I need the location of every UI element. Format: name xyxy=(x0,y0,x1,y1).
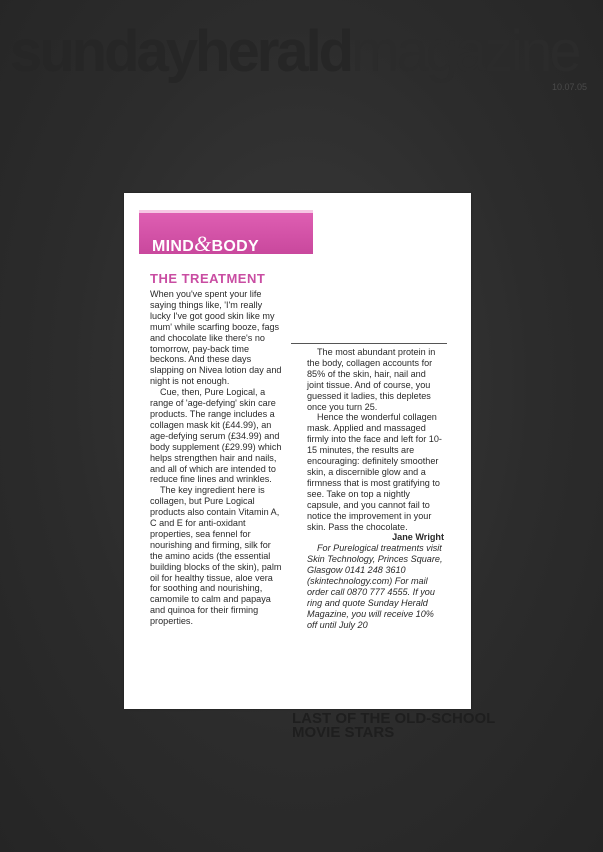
cover-headline: LAST OF THE OLD-SCHOOL MOVIE STARS xyxy=(292,710,496,741)
paragraph: Hence the wonderful collagen mask. Applied and massaged firmly into the face and left for 10-15 minutes, the results are encouraging: definitely smoother skin, a discernible glow and a firmness that is most gratifying to see. Take on top a nightly capsule, and you cannot fail to notice the improvement in your skin. Pass the chocolate. xyxy=(307,412,442,532)
column-divider xyxy=(291,343,447,344)
section-title xyxy=(152,231,259,257)
banner-stripe xyxy=(139,210,313,213)
paragraph: When you've spent your life saying things like, 'I'm really lucky I've got good skin like my mum' while scarfing booze, fags and chocolate like there's no tomorrow, pay-back time beckons. And these days slapping on Nivea lotion day and night is not enough. xyxy=(150,289,282,387)
paragraph: The key ingredient here is collagen, but Pure Logical products also contain Vitamin A, C and E for anti-oxidant properties, sea fennel for nourishing and firming, silk for the amino acids (the essential building blocks of the skin), palm oil for healthy tissue, aloe vera for soothing and nourishing, camomile to calm and papaya and quinoa for their firming properties. xyxy=(150,485,282,627)
contact-note: For Purelogical treatments visit Skin Technology, Princes Square, Glasgow 0141 248 3610 (skintechnology.com) For mail order call 0870 777 4555. If you ring and quote Sunday Herald Magazine, you will receive 10% off until July 20 xyxy=(307,543,443,630)
masthead xyxy=(10,18,579,85)
section-title-right: BODY xyxy=(211,238,259,255)
masthead-light: magazine xyxy=(351,19,579,84)
article-heading: THE TREATMENT xyxy=(150,271,266,286)
article-page xyxy=(124,193,471,709)
paragraph: The most abundant protein in the body, collagen accounts for 85% of the skin, hair, nail and joint tissue. And of course, you guessed it ladies, this depletes once you turn 25. xyxy=(307,347,436,412)
column-right xyxy=(307,347,444,631)
paragraph: Cue, then, Pure Logical, a range of 'age-defying' skin care products. The range includes a collagen mask kit (£44.99), an age-defying serum (£34.99) and body supplement (£29.99) which helps strengthen hair and nails, and all of which are intended to reduce fine lines and wrinkles. xyxy=(150,387,282,485)
masthead-bold: sundayherald xyxy=(10,19,352,84)
byline: Jane Wright xyxy=(392,532,444,543)
issue-date: 10.07.05 xyxy=(552,82,588,92)
section-title-left: MIND xyxy=(152,238,195,255)
section-title-amp: & xyxy=(194,231,212,256)
column-left xyxy=(150,289,284,627)
